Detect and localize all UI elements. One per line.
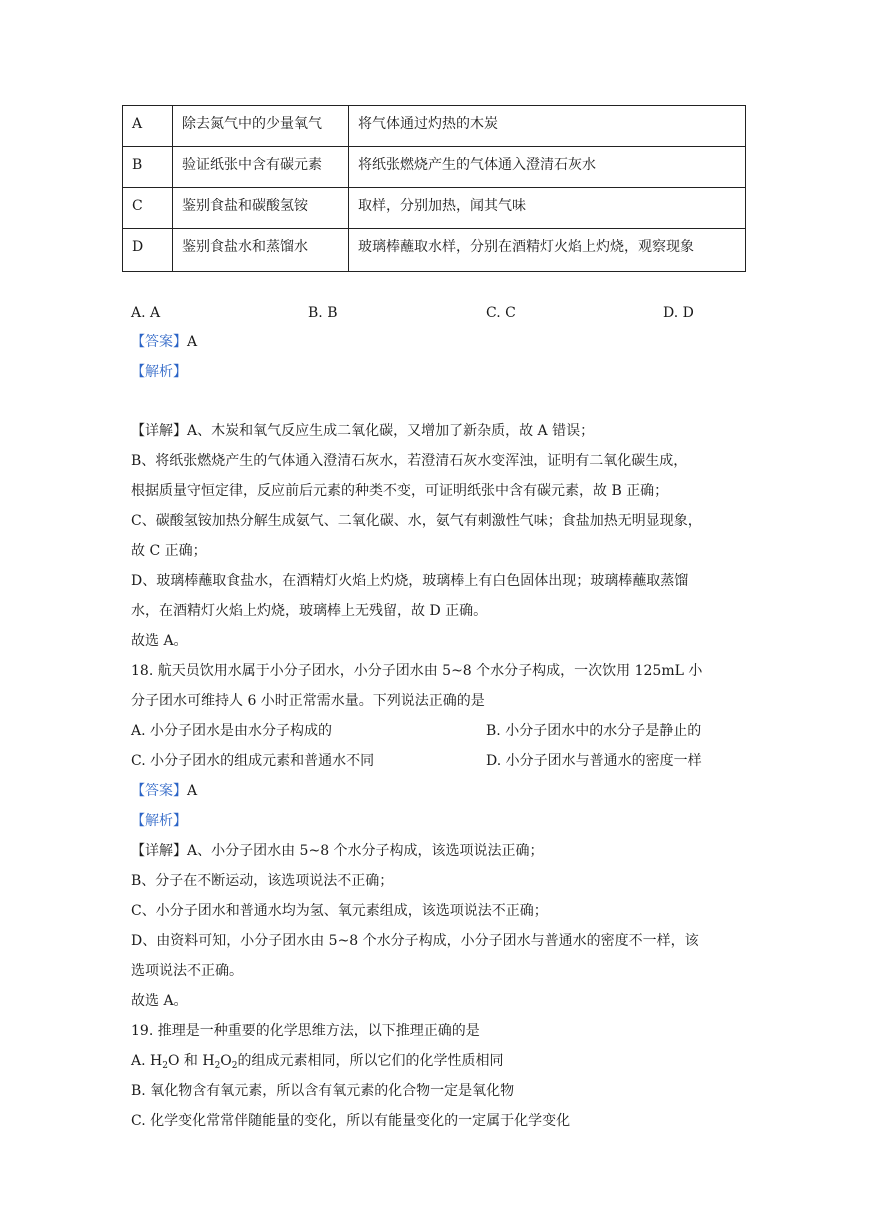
q18-analysis-tag: 【解析】 <box>131 813 187 829</box>
q18-stem-cont: 分子团水可维持人 6 小时正常需水量。下列说法正确的是 <box>131 693 485 709</box>
q17-line: D、玻璃棒蘸取食盐水，在酒精灯火焰上灼烧，玻璃棒上有白色固体出现；玻璃棒蘸取蒸馏 <box>131 573 689 589</box>
table-row <box>123 229 746 272</box>
row-purpose: 验证纸张中含有碳元素 <box>173 147 349 188</box>
row-method: 玻璃棒蘸取水样，分别在酒精灯火焰上灼烧，观察现象 <box>349 229 746 272</box>
q18-choice-b: B. 小分子团水中的水分子是静止的 <box>486 723 702 739</box>
q18-line: D、由资料可知，小分子团水由 5~8 个水分子构成，小分子团水与普通水的密度不一样，该 <box>131 933 699 949</box>
row-method: 取样，分别加热，闻其气味 <box>349 188 746 229</box>
row-purpose: 鉴别食盐水和蒸馏水 <box>173 229 349 272</box>
detail-text: A、木炭和氧气反应生成二氧化碳，又增加了新杂质，故 A 错误； <box>187 423 595 439</box>
row-letter: A <box>123 106 173 147</box>
table-row <box>123 147 746 188</box>
row-method: 将纸张燃烧产生的气体通入澄清石灰水 <box>349 147 746 188</box>
detail-text: A、小分子团水由 5~8 个水分子构成，该选项说法正确； <box>187 843 544 859</box>
formula-part: A. H <box>131 1053 163 1069</box>
q18-line: B、分子在不断运动，该选项说法不正确； <box>131 873 394 889</box>
q19-choice-a <box>131 1051 504 1071</box>
subscript: 2 <box>214 1061 221 1071</box>
row-letter: B <box>123 147 173 188</box>
q17-line: 水，在酒精灯火焰上灼烧，玻璃棒上无残留，故 D 正确。 <box>131 603 488 619</box>
q17-line: C、碳酸氢铵加热分解生成氨气、二氧化碳、水，氨气有刺激性气味；食盐加热无明显现象， <box>131 513 702 529</box>
formula-part: O 和 H <box>167 1053 215 1069</box>
q18-detail-line <box>131 841 544 861</box>
q18-line: 选项说法不正确。 <box>131 963 243 979</box>
q18-choice-d: D. 小分子团水与普通水的密度一样 <box>486 753 702 769</box>
q17-conclusion: 故选 A。 <box>131 633 188 649</box>
row-purpose: 鉴别食盐和碳酸氢铵 <box>173 188 349 229</box>
q18-choice-a: A. 小分子团水是由水分子构成的 <box>131 723 333 739</box>
row-method: 将气体通过灼热的木炭 <box>349 106 746 147</box>
options-table <box>122 105 746 272</box>
q17-choice-b: B. B <box>308 305 338 321</box>
q17-answer <box>131 332 197 352</box>
q19-choice-c: C. 化学变化常常伴随能量的变化，所以有能量变化的一定属于化学变化 <box>131 1113 571 1129</box>
detail-tag: 【详解】 <box>131 843 187 859</box>
choice-text: 的组成元素相同，所以它们的化学性质相同 <box>237 1053 504 1069</box>
answer-value: A <box>187 783 198 799</box>
q18-conclusion: 故选 A。 <box>131 993 188 1009</box>
table-row <box>123 106 746 147</box>
row-letter: D <box>123 229 173 272</box>
q19-choice-b: B. 氧化物含有氧元素，所以含有氧元素的化合物一定是氧化物 <box>131 1083 515 1099</box>
q18-answer <box>131 781 197 801</box>
q17-choice-c: C. C <box>486 305 516 321</box>
q18-stem: 18. 航天员饮用水属于小分子团水，小分子团水由 5~8 个水分子构成，一次饮用 125mL 小 <box>131 663 703 679</box>
row-purpose: 除去氮气中的少量氧气 <box>173 106 349 147</box>
subscript: 2 <box>231 1061 238 1071</box>
q17-choice-a: A. A <box>131 305 161 321</box>
q18-line: C、小分子团水和普通水均为氢、氧元素组成，该选项说法不正确； <box>131 903 548 919</box>
q17-analysis-tag: 【解析】 <box>131 364 187 380</box>
q17-line: B、将纸张燃烧产生的气体通入澄清石灰水，若澄清石灰水变浑浊，证明有二氧化碳生成， <box>131 453 688 469</box>
q17-detail-line <box>131 421 594 441</box>
detail-tag: 【详解】 <box>131 423 187 439</box>
subscript: 2 <box>162 1061 168 1071</box>
formula-part: O <box>220 1053 232 1069</box>
answer-tag: 【答案】 <box>131 783 187 799</box>
row-letter: C <box>123 188 173 229</box>
answer-value: A <box>187 334 198 350</box>
q17-line: 故 C 正确； <box>131 543 207 559</box>
table-row <box>123 188 746 229</box>
q17-line: 根据质量守恒定律，反应前后元素的种类不变，可证明纸张中含有碳元素，故 B 正确； <box>131 483 669 499</box>
answer-tag: 【答案】 <box>131 334 187 350</box>
q17-choice-d: D. D <box>663 305 694 321</box>
q19-stem: 19. 推理是一种重要的化学思维方法，以下推理正确的是 <box>131 1023 480 1039</box>
q18-choice-c: C. 小分子团水的组成元素和普通水不同 <box>131 753 375 769</box>
